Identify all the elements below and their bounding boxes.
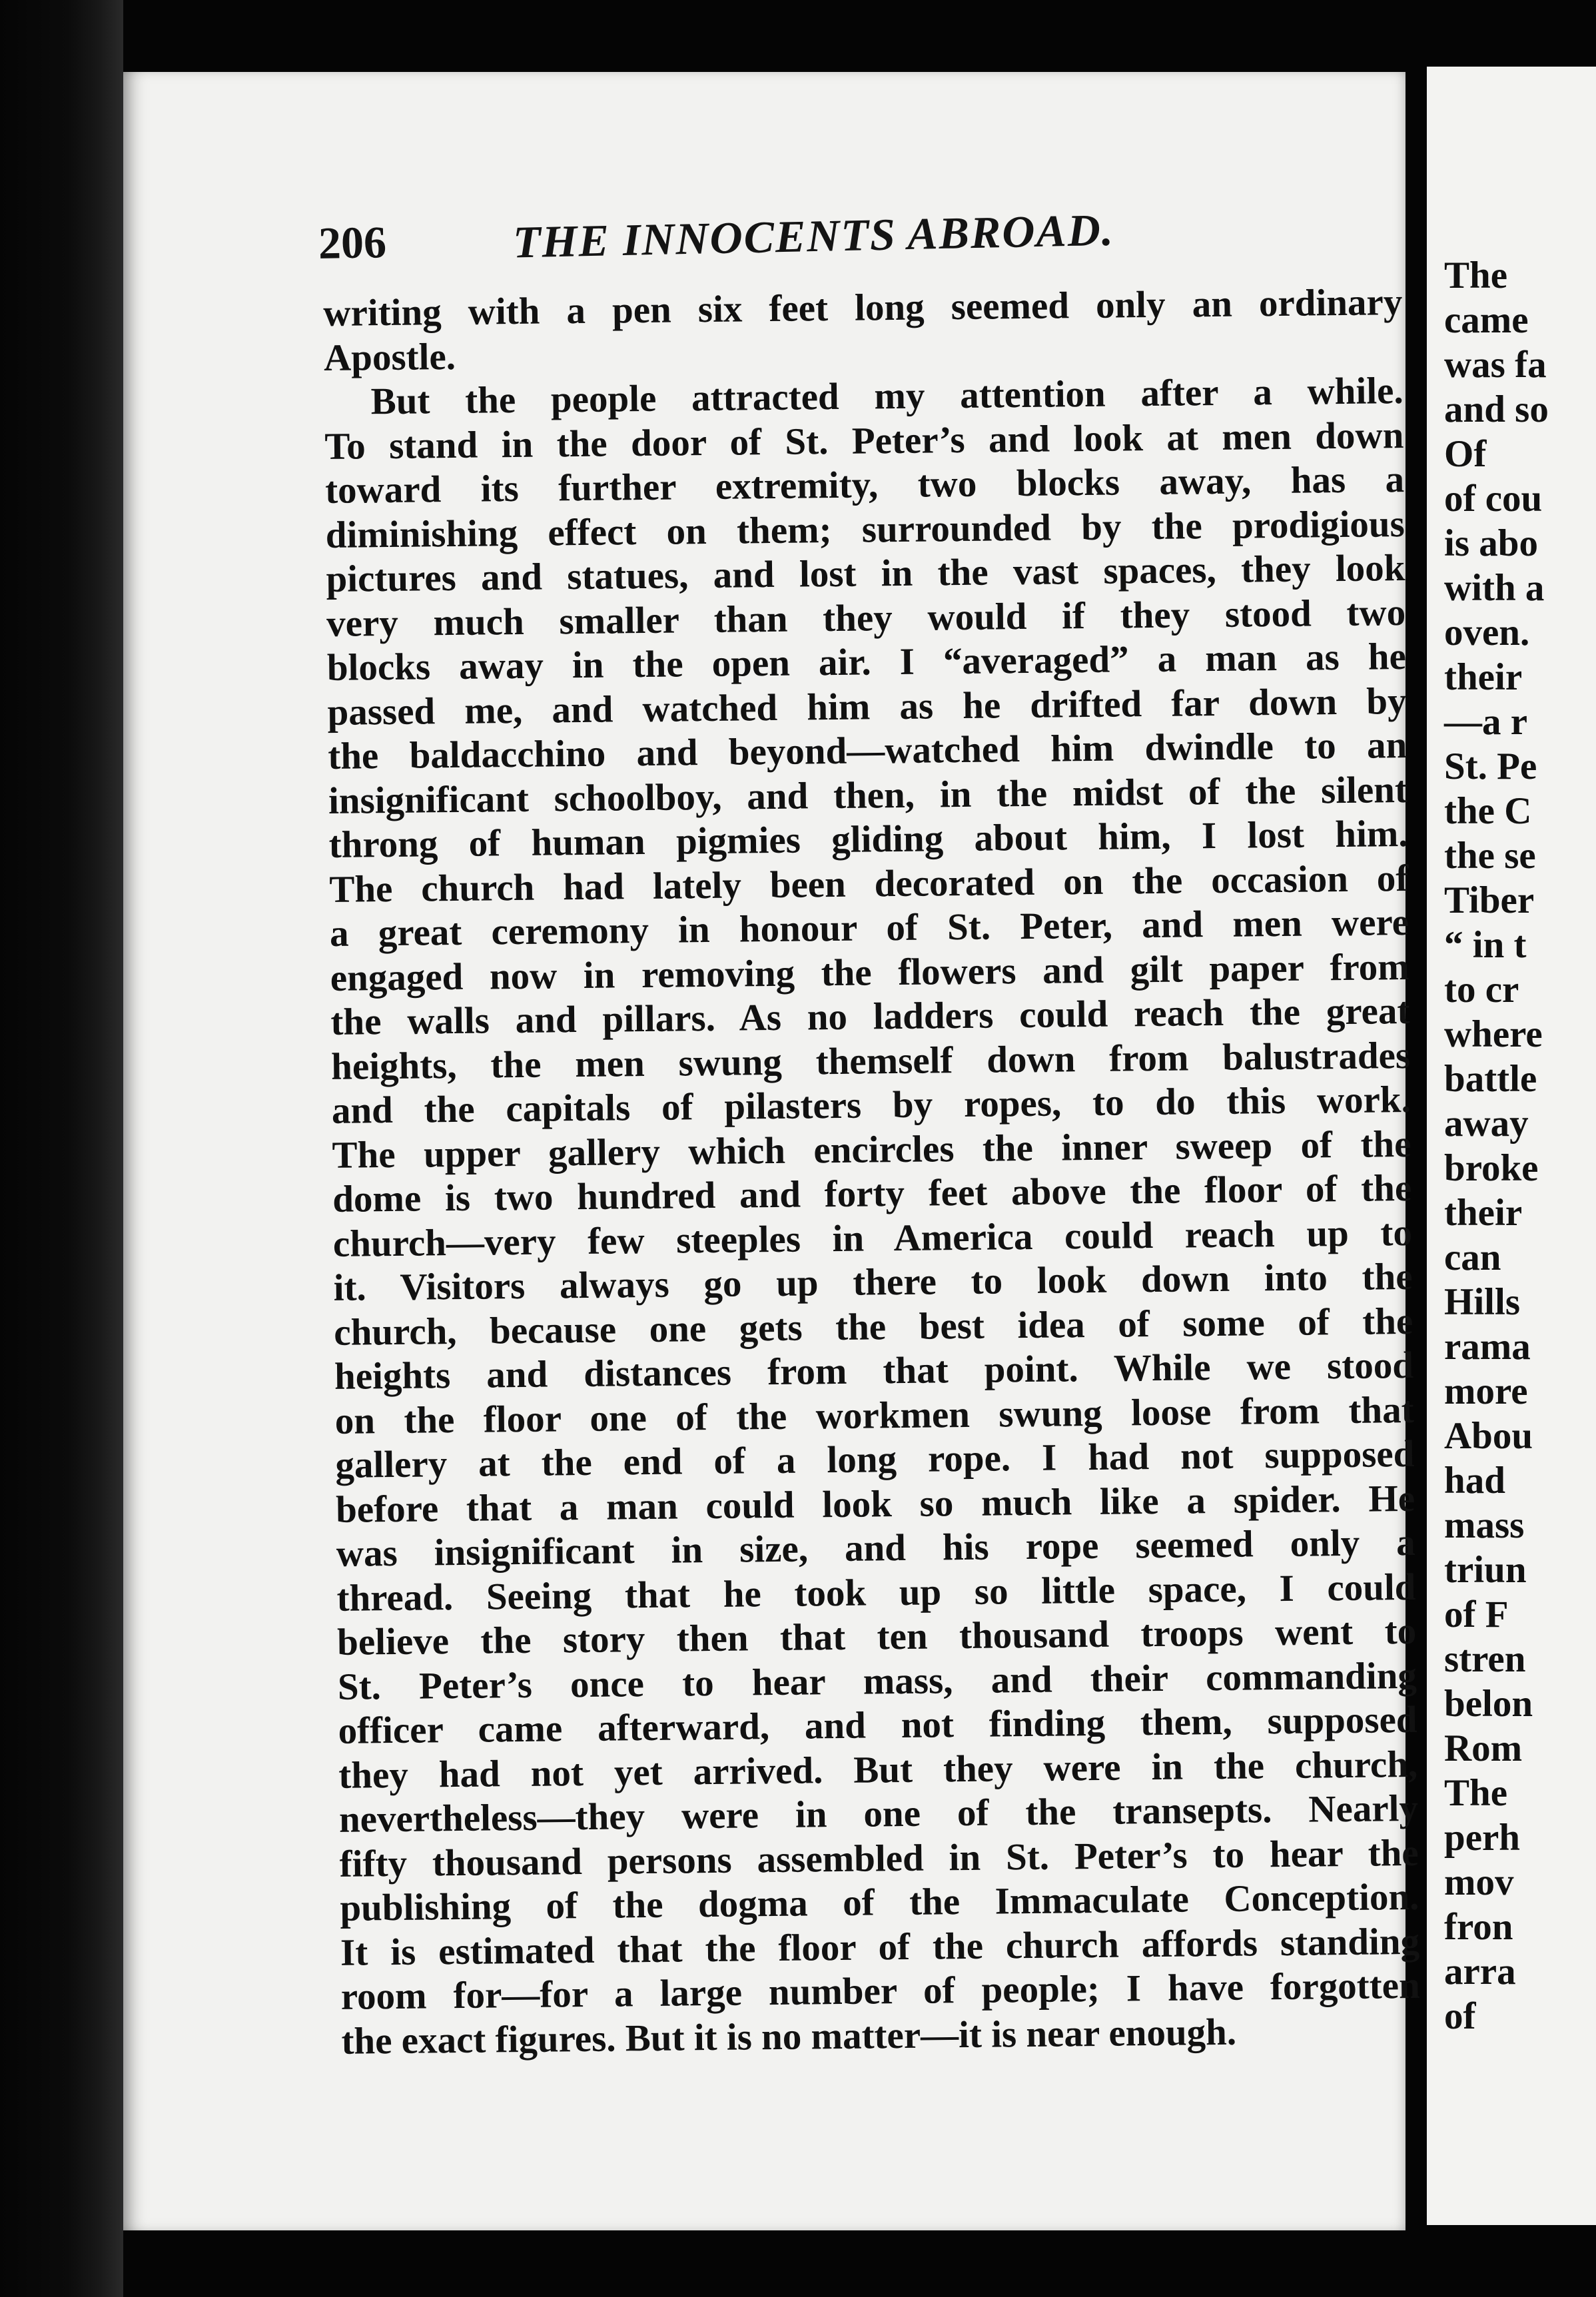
right-page-line: away [1444, 1103, 1529, 1145]
right-page-line: oven. [1444, 612, 1530, 654]
right-page-line: “ in t [1444, 924, 1527, 966]
text-line: heights and distances from that point. While we stood [334, 1344, 1414, 1398]
text-line: The upper gallery which encircles the inner sweep of the [332, 1123, 1411, 1176]
text-line: officer came afterward, and not finding them, supposed [338, 1698, 1417, 1752]
text-line: very much smaller than they would if they stood two [326, 591, 1406, 645]
right-page-line: Hills [1444, 1281, 1521, 1323]
right-page-line: the C [1444, 790, 1532, 832]
right-page-line: Of [1444, 433, 1487, 475]
right-page-line: mov [1444, 1861, 1514, 1903]
text-line: on the floor one of the workmen swung loose from that [334, 1388, 1414, 1442]
text-line: engaged now in removing the flowers and gilt paper from [330, 945, 1410, 999]
right-page-line: arra [1444, 1951, 1516, 1993]
text-line: Apostle. [323, 335, 456, 379]
text-line: publishing of the dogma of the Immaculate Conception. [340, 1875, 1419, 1929]
text-line: heights, the men swung themself down from balustrades [330, 1034, 1411, 1088]
text-line: St. Peter’s once to hear mass, and their commanding [337, 1654, 1417, 1708]
right-page-line: rama [1444, 1326, 1531, 1368]
text-line: nevertheless—they were in one of the transepts. Nearly [338, 1787, 1419, 1841]
right-page-line: where [1444, 1013, 1543, 1055]
text-line: a great ceremony in honour of St. Peter, and men were [329, 901, 1409, 955]
text-line: room for—for a large number of people; I have forgotten [340, 1964, 1421, 2018]
right-page-line: the se [1444, 835, 1536, 877]
right-page-line: their [1444, 656, 1523, 698]
text-line: insignificant schoolboy, and then, in the midst of the silent [328, 768, 1408, 822]
text-line: and the capitals of pilasters by ropes, to do this work. [331, 1078, 1411, 1132]
text-line: But the people attracted my attention after a while. [370, 370, 1403, 423]
right-page-line: can [1444, 1236, 1501, 1278]
right-page-line: of F [1444, 1594, 1509, 1635]
text-line: throng of human pigmies gliding about him, I lost him. [328, 812, 1408, 866]
right-page-line: fron [1444, 1906, 1513, 1948]
page-number: 206 [318, 217, 387, 268]
right-page-line: is abo [1444, 522, 1538, 564]
text-line: before that a man could look so much like a spider. He [335, 1477, 1415, 1531]
text-line: thread. Seeing that he took up so little space, I could [336, 1566, 1416, 1619]
right-page-line: of [1444, 1995, 1476, 2037]
right-page-line: their [1444, 1192, 1523, 1234]
text-line: The church had lately been decorated on the occasion of [329, 857, 1409, 911]
text-line: it. Visitors always go up there to look down into the [333, 1255, 1413, 1309]
right-page-line: to cr [1444, 969, 1519, 1011]
right-page-line: perh [1444, 1817, 1520, 1859]
text-line: blocks away in the open air. I “averaged” a man as he [326, 636, 1407, 689]
text-line: the exact figures. But it is no matter—it is near enough. [341, 2011, 1237, 2063]
right-page-line: St. Pe [1444, 745, 1537, 787]
right-page-line: Rom [1444, 1727, 1523, 1769]
right-page-line: Tiber [1444, 879, 1535, 921]
right-page-line: The [1444, 254, 1508, 296]
right-page-line: of cou [1444, 478, 1543, 520]
text-line: church—very few steeples in America could reach up to [332, 1211, 1413, 1265]
right-page-text [1444, 253, 1596, 2039]
right-page-line: Abou [1444, 1415, 1533, 1457]
text-line: gallery at the end of a long rope. I had not supposed [335, 1432, 1415, 1486]
right-page-line: belon [1444, 1683, 1533, 1725]
text-line: fifty thousand persons assembled in St. Peter’s to hear the [339, 1831, 1419, 1885]
text-line: the walls and pillars. As no ladders could reach the great [330, 989, 1410, 1043]
text-line: toward its further extremity, two blocks away, has a [324, 458, 1405, 512]
text-line: pictures and statues, and lost in the vast spaces, they look [326, 547, 1405, 600]
right-page-line: came [1444, 299, 1529, 341]
text-line: believe the story then that ten thousand troops went to [336, 1609, 1417, 1663]
right-page-line: and so [1444, 388, 1549, 430]
right-page-line: stren [1444, 1638, 1526, 1680]
text-line: the baldacchino and beyond—watched him dwindle to an [327, 723, 1407, 777]
text-line: they had not yet arrived. But they were in the church, [338, 1743, 1418, 1797]
text-line: diminishing effect on them; surrounded by the prodigious [325, 502, 1405, 556]
book-spine-shadow [0, 0, 123, 2297]
running-title: THE INNOCENTS ABROAD. [512, 204, 1115, 268]
text-line: dome is two hundred and forty feet above the floor of the [332, 1166, 1412, 1220]
right-page-line: was fa [1444, 344, 1547, 386]
right-page-line: with a [1444, 567, 1545, 609]
text-line: was insignificant in size, and his rope seemed only a [336, 1521, 1416, 1575]
right-page-line: battle [1444, 1058, 1537, 1100]
right-page-line: The [1444, 1772, 1508, 1814]
right-page-line: had [1444, 1460, 1505, 1502]
text-line: It is estimated that the floor of the church affords standing [340, 1920, 1420, 1974]
right-page-line: —a r [1444, 701, 1528, 743]
body-text [323, 280, 1421, 2064]
text-line: passed me, and watched him as he drifted far down by [327, 680, 1407, 733]
right-page-line: triun [1444, 1549, 1527, 1591]
text-line: To stand in the door of St. Peter’s and look at men down [324, 414, 1404, 468]
right-page-line: broke [1444, 1147, 1539, 1189]
page-header [200, 143, 1425, 268]
text-line: church, because one gets the best idea of some of the [334, 1300, 1413, 1354]
right-page-line: more [1444, 1370, 1528, 1412]
right-page-line: mass [1444, 1504, 1525, 1546]
text-line: writing with a pen six feet long seemed only an ordinary [323, 281, 1403, 334]
